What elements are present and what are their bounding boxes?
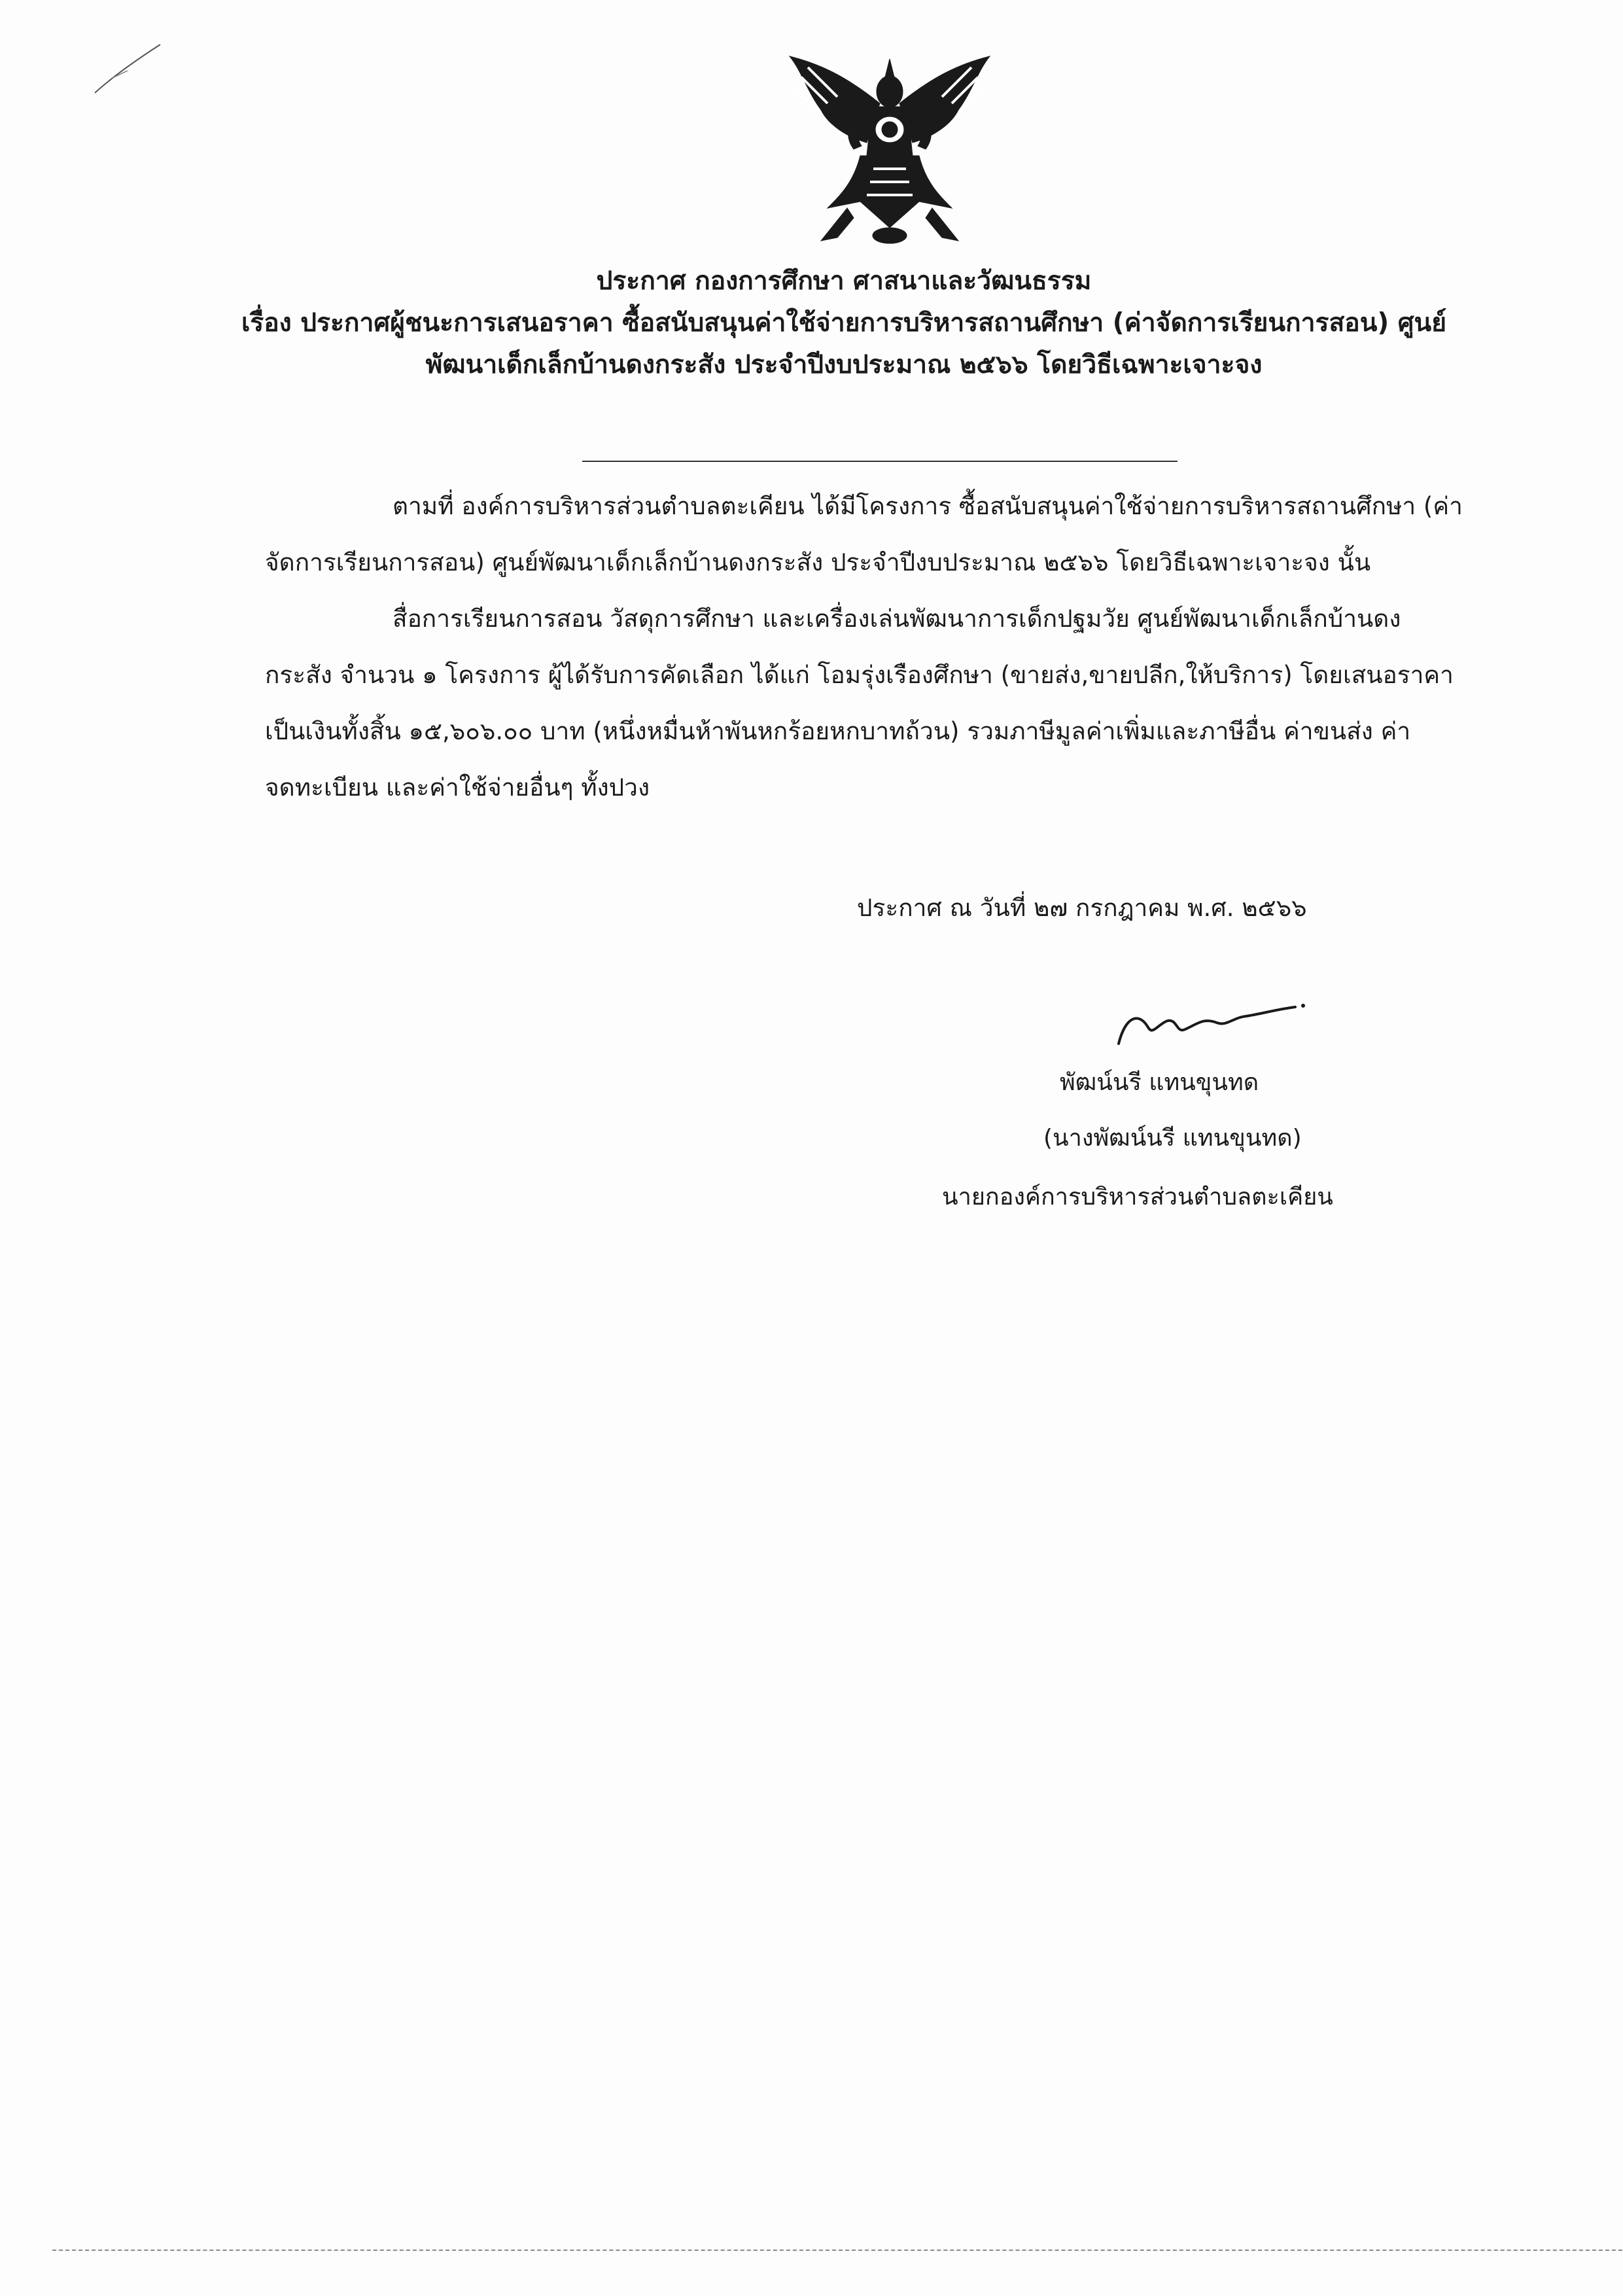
scan-bottom-edge [52, 2250, 1622, 2251]
body-line: ตามที่ องค์การบริหารส่วนตำบลตะเคียน ได้มีโครงการ ซื้อสนับสนุนค่าใช้จ่ายการบริหารสถานศึกษา (ค่า [393, 492, 1463, 520]
pen-stroke-mark [92, 39, 164, 98]
body-line: จัดการเรียนการสอน) ศูนย์พัฒนาเด็กเล็กบ้านดงกระสัง ประจำปีงบประมาณ ๒๕๖๖ โดยวิธีเฉพาะเจาะจง นั้น [265, 548, 1371, 576]
announcement-date: ประกาศ ณ วันที่ ๒๗ กรกฎาคม พ.ศ. ๒๕๖๖ [857, 894, 1307, 922]
body-line: กระสัง จำนวน ๑ โครงการ ผู้ได้รับการคัดเลือก ได้แก่ โอมรุ่งเรืองศึกษา (ขายส่ง,ขายปลีก,ให้บริการ) โดยเสนอราคา [265, 661, 1454, 689]
signatory-position: นายกองค์การบริหารส่วนตำบลตะเคียน [942, 1184, 1333, 1210]
body-line: เป็นเงินทั้งสิ้น ๑๕,๖๐๖.๐๐ บาท (หนึ่งหมื่นห้าพันหกร้อยหกบาทถ้วน) รวมภาษีมูลค่าเพิ่มและภาษีอื่น ค่าขนส่ง ค่า [265, 717, 1411, 745]
garuda-emblem-icon [782, 51, 998, 247]
signatory-name: พัฒน์นรี แทนขุนทด [1060, 1069, 1259, 1096]
subject-line-2: พัฒนาเด็กเล็กบ้านดงกระสัง ประจำปีงบประมาณ ๒๕๖๖ โดยวิธีเฉพาะเจาะจง [425, 350, 1263, 380]
handwritten-signature-icon [1112, 998, 1308, 1057]
subject-line-1: เรื่อง ประกาศผู้ชนะการเสนอราคา ซื้อสนับสนุนค่าใช้จ่ายการบริหารสถานศึกษา (ค่าจัดการเรียนการสอน) ศูนย์ [241, 308, 1447, 338]
title-divider [582, 461, 1178, 462]
signatory-full-name: (นางพัฒน์นรี แทนขุนทด) [1043, 1125, 1302, 1152]
announcement-title: ประกาศ กองการศึกษา ศาสนาและวัฒนธรรม [596, 266, 1092, 296]
body-line: จดทะเบียน และค่าใช้จ่ายอื่นๆ ทั้งปวง [265, 773, 650, 802]
body-line: สื่อการเรียนการสอน วัสดุการศึกษา และเครื่องเล่นพัฒนาการเด็กปฐมวัย ศูนย์พัฒนาเด็กเล็กบ้านดง [393, 605, 1401, 633]
